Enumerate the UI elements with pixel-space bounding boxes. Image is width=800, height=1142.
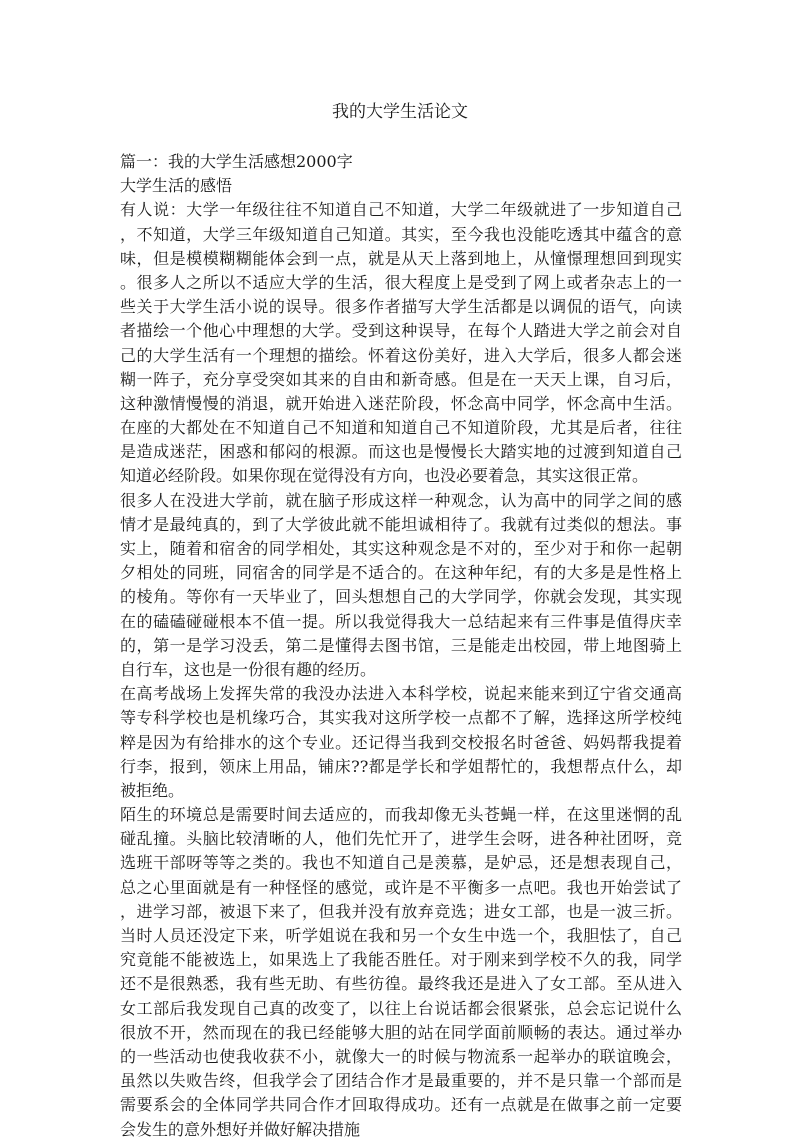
text-line: 女工部后我发现自己真的改变了，以往上台说话都会很紧张，总会忘记说什么 bbox=[120, 998, 682, 1018]
text-line: 情才是最纯真的，到了大学彼此就不能坦诚相待了。我就有过类似的想法。事 bbox=[120, 514, 682, 534]
text-line: 在的磕磕碰碰根本不值一提。所以我觉得我大一总结起来有三件事是值得庆幸 bbox=[120, 611, 682, 631]
document-title: 我的大学生活论文 bbox=[332, 102, 468, 122]
text-line: 还不是很熟悉，我有些无助、有些彷徨。最终我还是进入了女工部。至从进入 bbox=[120, 974, 682, 994]
text-line: 者描绘一个他心中理想的大学。受到这种误导，在每个人踏进大学之前会对自 bbox=[120, 321, 682, 341]
text-line: 很放不开，然而现在的我已经能够大胆的站在同学面前顺畅的表达。通过举办 bbox=[120, 1022, 682, 1042]
text-line: 是造成迷茫，困惑和郁闷的根源。而这也是慢慢长大踏实地的过渡到知道自己 bbox=[120, 442, 682, 462]
text-line: 选班干部呀等等之类的。我也不知道自己是羡慕，是妒忌，还是想表现自己， bbox=[120, 853, 682, 873]
text-line: 等专科学校也是机缘巧合，其实我对这所学校一点都不了解，选择这所学校纯 bbox=[120, 708, 682, 728]
text-line: 糊一阵子，充分享受突如其来的自由和新奇感。但是在一天天上课，自习后， bbox=[120, 369, 682, 389]
document-body bbox=[120, 150, 682, 1142]
text-line: 陌生的环境总是需要时间去适应的，而我却像无头苍蝇一样，在这里迷惘的乱 bbox=[120, 805, 682, 825]
text-line: 碰乱撞。头脑比较清晰的人，他们先忙开了，进学生会呀，进各种社团呀，竞 bbox=[120, 829, 682, 849]
text-line: 很多人在没进大学前，就在脑子形成这样一种观念，认为高中的同学之间的感 bbox=[120, 490, 682, 510]
subheading: 大学生活的感悟 bbox=[120, 176, 233, 196]
text-line: 的，第一是学习没丢，第二是懂得去图书馆，三是能走出校园，带上地图骑上 bbox=[120, 635, 682, 655]
text-line: ，进学习部，被退下来了，但我并没有放弃竞选；进女工部，也是一波三折。 bbox=[120, 901, 682, 921]
text-line: 实上，随着和宿舍的同学相处，其实这种观念是不对的，至少对于和你一起朝 bbox=[120, 539, 682, 558]
text-line: 自行车，这也是一份很有趣的经历。 bbox=[120, 659, 377, 679]
text-line: 知道必经阶段。如果你现在觉得没有方向，也没必要着急，其实这很正常。 bbox=[120, 466, 649, 486]
text-line: 己的大学生活有一个理想的描绘。怀着这份美好，进入大学后，很多人都会迷 bbox=[120, 345, 682, 365]
text-line: 究竟能不能被选上，如果选上了我能否胜任。对于刚来到学校不久的我，同学 bbox=[120, 950, 682, 970]
text-line: 需要系会的全体同学共同合作才回取得成功。还有一点就是在做事之前一定要 bbox=[120, 1095, 682, 1115]
text-line: 些关于大学生活小说的误导。很多作者描写大学生活都是以调侃的语气，向读 bbox=[120, 297, 682, 317]
text-line: 味，但是模模糊糊能体会到一点，就是从天上落到地上，从憧憬理想回到现实 bbox=[120, 248, 682, 268]
text-line: 有人说：大学一年级往往不知道自己不知道，大学二年级就进了一步知道自己 bbox=[120, 200, 682, 220]
text-line: 这种激情慢慢的消退，就开始进入迷茫阶段，怀念高中同学，怀念高中生活。 bbox=[120, 393, 682, 413]
text-line: 被拒绝。 bbox=[120, 780, 185, 800]
text-line: 在高考战场上发挥失常的我没办法进入本科学校，说起来能来到辽宁省交通高 bbox=[120, 684, 682, 704]
text-line: 的一些活动也使我收获不小，就像大一的时候与物流系一起举办的联谊晚会， bbox=[120, 1046, 682, 1066]
text-line: 在座的大都处在不知道自己不知道和知道自己不知道阶段，尤其是后者，往往 bbox=[120, 418, 682, 438]
text-line: 粹是因为有给排水的这个专业。还记得当我到交校报名时爸爸、妈妈帮我提着 bbox=[120, 732, 682, 752]
text-line: 会发生的意外想好并做好解决措施 bbox=[120, 1119, 361, 1139]
text-line: 夕相处的同班，同宿舍的同学是不适合的。在这种年纪，有的大多是是性格上 bbox=[120, 563, 682, 583]
text-line: 当时人员还没定下来，听学姐说在我和另一个女生中选一个，我胆怯了，自己 bbox=[120, 926, 682, 945]
text-line: ，不知道，大学三年级知道自己知道。其实，至今我也没能吃透其中蕴含的意 bbox=[120, 224, 682, 244]
text-line: 行李，报到，领床上用品，铺床??都是学长和学姐帮忙的，我想帮点什么，却 bbox=[120, 756, 682, 776]
text-line: 虽然以失败告终，但我学会了团结合作才是最重要的，并不是只靠一个部而是 bbox=[120, 1071, 682, 1091]
section-heading: 篇一：我的大学生活感想2000字 bbox=[120, 152, 353, 171]
text-line: 。很多人之所以不适应大学的生活，很大程度上是受到了网上或者杂志上的一 bbox=[120, 272, 682, 292]
text-line: 总之心里面就是有一种怪怪的感觉，或许是不平衡多一点吧。我也开始尝试了 bbox=[120, 877, 682, 897]
text-line: 的棱角。等你有一天毕业了，回头想想自己的大学同学，你就会发现，其实现 bbox=[120, 587, 682, 607]
